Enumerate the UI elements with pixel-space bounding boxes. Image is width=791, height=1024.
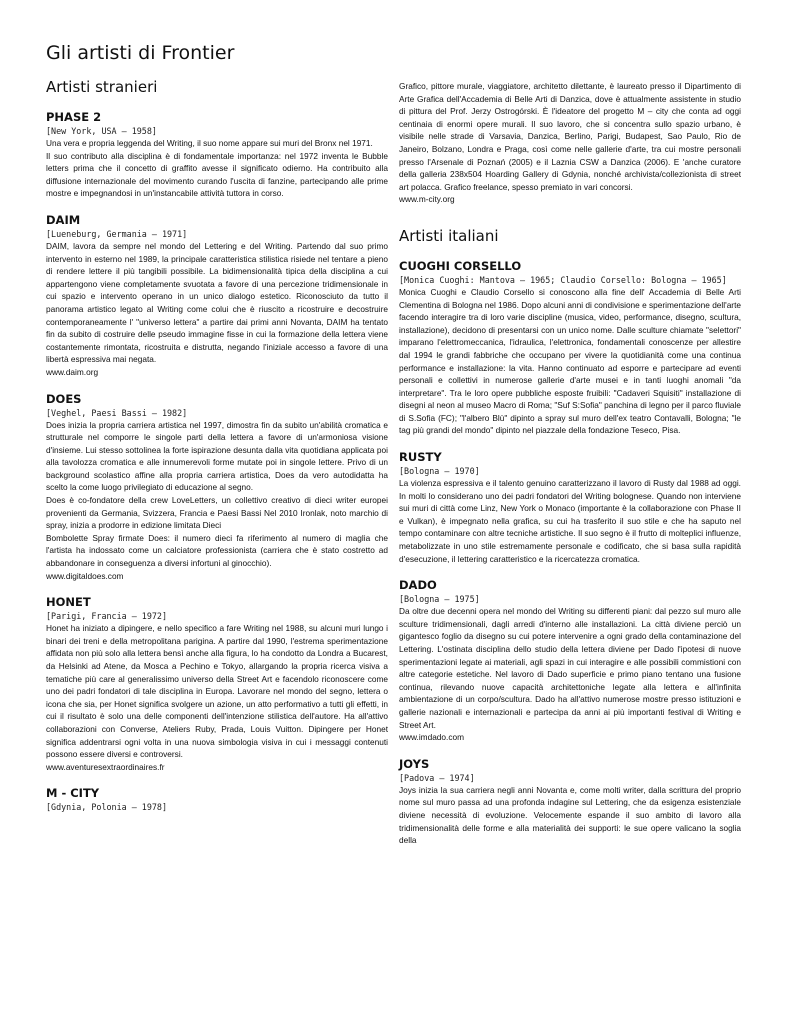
artist-name: DOES (46, 391, 82, 406)
artist-meta: [Bologna – 1970] (399, 466, 480, 477)
section-title-foreign: Artisti stranieri (46, 78, 158, 96)
artist-bio (399, 80, 741, 193)
artist-entry-cuoghi-corsello (399, 259, 741, 437)
bio-paragraph: Bombolette Spray firmate Does: il numero dieci fa riferimento al numero di maglia che l'artista ha indossato come un calciatore professionista (carriera che è stato costretto ad abbandonare in conseguenza a diversi infortuni al ginocchio). (46, 532, 388, 569)
artist-meta: [Padova – 1974] (399, 772, 475, 783)
bio-paragraph: Grafico, pittore murale, viaggiatore, architetto dilettante, è laureato presso il Dipartimento di Arte Grafica dell'Accademia di Belle Arti di Danzica, dove è attualmente assistente in studio di pittura del Prof. Jerzy Ostrogórski. È l'ideatore del progetto M – city che conta ad oggi centinaia di enormi opere murali. Il suo lavoro, che si concentra sullo spazio urbano, è visibile nelle strade di Varsavia, Danzica, Berlino, Parigi, Budapest, Sao Paulo, Rio de Janeiro, Bolzano, Londra e Praga, così come nelle gallerie d'arte, tra cui mostre personali presso l'Arsenale di Poznań (2005) e il Laznia CSW a Danzica (2006). E 'anche curatore della galleria 238x504 Hoarding Gallery di Gdynia, nonché archivista/collezionista di street art polacca. Grafico freelance, spesso premiato in vari concorsi. (399, 81, 741, 192)
artist-entry-m-city (46, 786, 388, 813)
artist-entry-rusty (399, 450, 741, 565)
page-title: Gli artisti di Frontier (46, 42, 235, 64)
bio-paragraph: Honet ha iniziato a dipingere, e nello specifico a fare Writing nel 1988, su alcuni muri lungo i binari dei treni e della metropolitana parigina. A partire dal 1990, l'estrema sperimentazione affidata non più solo alla lettera bensì anche alla figura, lo ha condotto da Londra a Bucarest, da Helsinki ad Atene, da Mosca a Pechino e Tokyo, allargando la propria ricerca visiva a tematiche più care al generalissimo universo della Street Art e facendolo riconoscere come uno dei padri fondatori di tale disciplina in Europa. Lavorare nel mondo del segno, lettera o icona che sia, per Honet significa svolgere un azione, un atto performativo a tutti gli effetti, in cui il risultato è solo una delle componenti dell'intenzione stilistica dell'autore. Ha all'attivo collaborazioni con Converse, Ateliers Ruby, Prada, Louis Vuitton. Dipingere per Honet significa addentrarsi ogni volta in una nuova simbologia visiva in cui i messaggi contenuti possono essere diversi e controversi. (46, 623, 388, 760)
artist-meta: [Parigi, Francia – 1972] (46, 611, 168, 622)
bio-paragraph: La violenza espressiva e il talento genuino caratterizzano il lavoro di Rusty dal 1988 ad oggi. In molti lo considerano uno dei padri fondatori del Writing bolognese. Quando non interviene sui muri di città come Linz, New York o Monaco (importante è la collaborazione con Phase II e Vulkan), è impegnato nella grafica, su cui ha trasferito il suo stile e che ha saputo nel tempo contaminare con altre tecniche artistiche. Il suo segno è il frutto di molteplici influenze, metabolizzate in uno stile estremamente personale e codificato, che si basa sulla rapidità d'esecuzione, il lettering caratteristico e la ricercatezza cromatica. (399, 478, 741, 564)
bio-paragraph: Da oltre due decenni opera nel mondo del Writing su differenti piani: dal pezzo sul muro alle sculture tridimensionali, dagli arredi d'interno alle installazioni. La città diviene perciò un gigantesco foglio da disegno su cui potere intervenire a ogni grado della contaminazione del Lettering. L'ostinata disciplina dello studio della lettera diviene per Dado l'ipotesi di nuove sperimentazioni legate ai materiali, agli spazi in cui interagire e alle possibili commistioni con altre categorie estetiche. Nel lavoro di Dado superficie e primo piano tentano una fusione continua, rilevando nuove capacità architettoniche legate alla lettera e all'infinita ambientazione di un corpo/scultura. Dado ha all'attivo numerose mostre presso istituzioni e gallerie nazionali e internazionali e partecipa da anni ai più importanti festival di Writing e Street Art. (399, 606, 741, 730)
artist-entry-does (46, 392, 388, 583)
artist-name: DADO (399, 578, 437, 593)
artist-meta: [New York, USA – 1958] (46, 126, 157, 136)
bio-paragraph: Joys inizia la sua carriera negli anni Novanta e, come molti writer, dalla scrittura del proprio nome sul muro passa ad una profonda indagine sul Lettering, che da esigenza esistenziale diviene necessità di evoluzione. Velocemente espande il suo ambito di lavoro alla tridimensionalità delle forme e alla materialità dei supporti: le sue opere valicano la soglia della (399, 784, 741, 846)
bio-paragraph: Does è co-fondatore della crew LoveLetters, un collettivo creativo di dieci writer europei provenienti da Germania, Svizzera, Francia e Paesi Bassi Nel 2010 Ironlak, noto marchio di spray, inizia a prodorre in edizione limitata Dieci (46, 495, 388, 531)
artist-website-link[interactable]: www.digitaldoes.com (46, 570, 124, 581)
bio-paragraph: DAIM, lavora da sempre nel mondo del Lettering e del Writing. Partendo dal suo primo intervento in esterno nel 1989, la principale caratteristica stilistica risiede nel tentare a pieno di rendere lettere il più tangibili possibile. La bidimensionalità tipica della disciplina a cui appartengono viene completamente svuotata a favore di una percezione tridimensionale in cui spazio e intervento operano in un unico dialogo estetico. Riconosciuto da tutto il panorama artistico legato al Writing come colui che è riuscito a ricostruire e decostruire contemporaneamente l' "universo lettera" a partire dai primi anni Novanta, DAIM ha tentato fin da subito di costruire delle pseudo immagine fisse in cui la formazione della lettera viene costantemente rimontata, ricostruita e distrutta, negando l'iniziale accesso a favore di una libertà espressiva mai negata. (46, 240, 388, 365)
artist-entry-honet (46, 595, 388, 773)
artist-meta: [Bologna – 1975] (399, 594, 480, 605)
section-title-italian: Artisti italiani (399, 226, 499, 245)
artist-bio (46, 419, 388, 570)
artist-website-link[interactable]: www.imdado.com (399, 732, 465, 743)
artist-website-link[interactable]: www.daim.org (46, 366, 99, 377)
artist-name: CUOGHI CORSELLO (399, 258, 522, 273)
artist-meta: [Gdynia, Polonia – 1978] (46, 802, 168, 813)
artist-website-link[interactable]: www.aventuresextraordinaires.fr (46, 761, 165, 772)
artist-name: JOYS (399, 756, 430, 771)
artist-bio (399, 605, 741, 731)
left-column (46, 78, 388, 826)
artist-entry-daim (46, 213, 388, 379)
m-city-continuation (399, 80, 741, 206)
bio-paragraph: Monica Cuoghi e Claudio Corsello si conoscono alla fine dell' Accademia di Belle Arti Clementina di Bologna nel 1986. Dopo alcuni anni di condivisione e sperimentazione dell'arte facendo interagire tra di loro varie discipline (musica, video, performance, disegno, scultura, installazione), decidono di presentarsi con un unico nome. Dalle sculture chiamate "selettori" imparano l'elettromeccanica, l'idraulica, l'elettronica, fondamentali conoscenze per allestire dal 1994 le grandi fabbriche che occupano per vivere la quotidianità come una continua performance e installazione: la vita. Hanno continuato ad esporre e partecipare ad eventi personali e collettivi in numerose gallerie d'arte musei e in tanti luoghi anomali "da interpretare". Tra le loro opere pubbliche esposte fruibili: "Cadaveri Squisiti" installazione di disegni al neon al museo Macro di Roma; "Suf S:Sofia" panchina di legno per il parco fluviale di S.Sofia (FC); "l'albero Blù" dipinto a spray sul muro dell'ex teatro Contavalli, Bologna; "le tag più grandi del mondo" dipinto nel piazzale della fondazione Teseco, Pisa. (399, 286, 741, 436)
artist-website-link[interactable]: www.m-city.org (399, 194, 455, 205)
artist-meta: [Veghel, Paesi Bassi – 1982] (46, 407, 188, 418)
section-spacer (399, 219, 741, 227)
artist-entry-joys (399, 757, 741, 847)
artist-bio (46, 137, 388, 200)
artist-meta: [Lueneburg, Germania – 1971] (46, 228, 188, 239)
artist-name: M - CITY (46, 786, 100, 801)
artist-name: PHASE 2 (46, 110, 102, 124)
artist-bio (46, 240, 388, 366)
artist-name: RUSTY (399, 450, 442, 465)
bio-paragraph: Una vera e propria leggenda del Writing, il suo nome appare sui muri del Bronx nel 1971. (46, 138, 373, 148)
artist-bio (399, 784, 741, 847)
artist-bio (399, 286, 741, 437)
bio-paragraph: Il suo contributo alla disciplina è di fondamentale importanza: nel 1972 inventa le Bubble letters prima che il concetto di graffito avesse il significato odierno. Ha contribuito alla diffusione internazionale del movimento curando l'uscita di fanzine, partecipando alle prime mostre e impegnandosi in un'instancabile attività tuttora in corso. (46, 150, 388, 199)
artist-bio (399, 477, 741, 565)
artist-meta: [Monica Cuoghi: Mantova – 1965; Claudio Corsello: Bologna – 1965] (399, 274, 727, 285)
bio-paragraph: Does inizia la propria carriera artistica nel 1997, dimostra fin da subito un'abilità cromatica e strutturale nel comporre le singole parti della lettera a favore di un'armoniosa visione d'insieme. Lui stesso sottolinea la forte ispirazione desunta dalla vita quotidiana applicata poi alla tavolozza cromatica e alle innumerevoli forme mutate poi in singole lettere. Privo di un background scolastico affine alla propria carriera artistica, Does da vero autodidatta ha scelto la come luogo privilegiato di educazione al segno. (46, 419, 388, 493)
artist-entry-dado (399, 578, 741, 744)
artist-name: DAIM (46, 212, 81, 227)
right-column (399, 80, 741, 860)
artist-bio (46, 622, 388, 761)
artist-entry-phase2 (46, 110, 388, 200)
artist-name: HONET (46, 595, 91, 610)
